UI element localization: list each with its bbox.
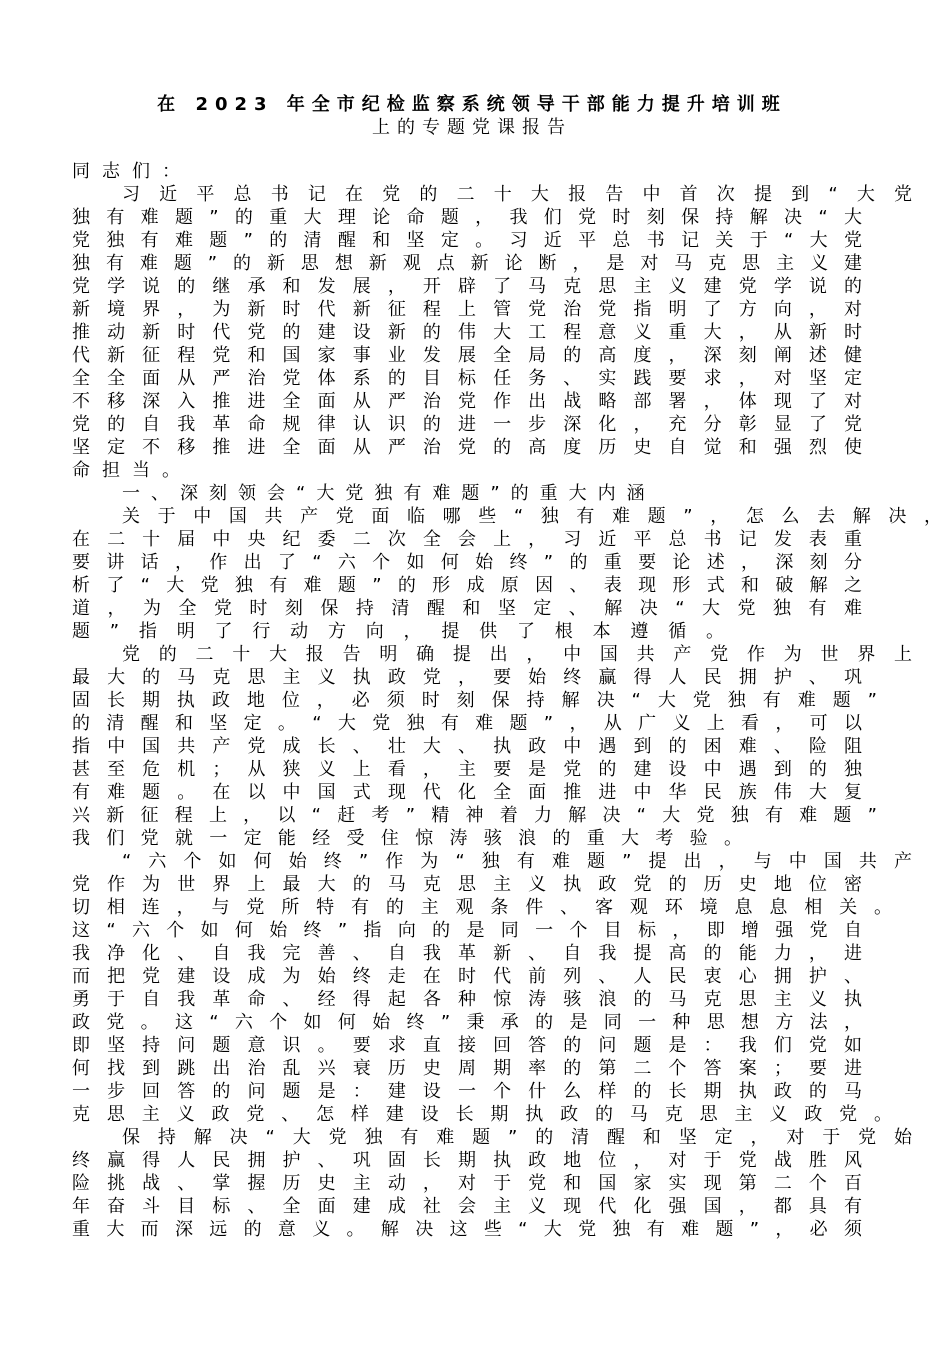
paragraph-line: 党学说的继承和发展，开辟了马克思主义建党学说的: [72, 276, 862, 297]
paragraph-line: 党作为世界上最大的马克思主义执政党的历史地位密: [72, 874, 862, 895]
paragraph-line: 在二十届中央纪委二次全会上，习近平总书记发表重: [72, 529, 862, 550]
paragraph-line: 党的自我革命规律认识的进一步深化，充分彰显了党: [72, 414, 862, 435]
paragraph-line: 党独有难题”的清醒和坚定。习近平总书记关于“大党: [72, 230, 862, 251]
document-title-line-2: 上的专题党课报告: [372, 117, 572, 138]
paragraph-line: 的清醒和坚定。“大党独有难题”，从广义上看，可以: [72, 713, 862, 734]
paragraph-line: “六个如何始终”作为“独有难题”提出，与中国共产: [122, 851, 912, 872]
paragraph-line: 而把党建设成为始终走在时代前列、人民衷心拥护、: [72, 966, 862, 987]
paragraph-line: 析了“大党独有难题”的形成原因、表现形式和破解之: [72, 575, 862, 596]
paragraph-line: 独有难题”的新思想新观点新论断，是对马克思主义建: [72, 253, 862, 274]
paragraph-line: 政党。这“六个如何始终”秉承的是同一种思想方法，: [72, 1012, 862, 1033]
paragraph-line: 甚至危机；从狭义上看，主要是党的建设中遇到的独: [72, 759, 862, 780]
paragraph-line: 这“六个如何始终”指向的是同一个目标，即增强党自: [72, 920, 862, 941]
document-body: [72, 160, 942, 1241]
paragraph-line: 年奋斗目标、全面建成社会主义现代化强国，都具有: [72, 1196, 862, 1217]
paragraph-line: 兴新征程上，以“赶考”精神着力解决“大党独有难题”: [72, 805, 877, 826]
paragraph-line: 克思主义政党、怎样建设长期执政的马克思主义政党。: [72, 1104, 892, 1125]
paragraph-line: 即坚持问题意识。要求直接回答的问题是：我们党如: [72, 1035, 862, 1056]
paragraph-line: 我们党就一定能经受住惊涛骇浪的重大考验。: [72, 828, 742, 849]
paragraph-line: 一步回答的问题是：建设一个什么样的长期执政的马: [72, 1081, 862, 1102]
paragraph-line: 切相连，与党所特有的主观条件、客观环境息息相关。: [72, 897, 892, 918]
paragraph-line: 指中国共产党成长、壮大、执政中遇到的困难、险阻: [72, 736, 862, 757]
paragraph-line: 保持解决“大党独有难题”的清醒和坚定，对于党始: [122, 1127, 912, 1148]
paragraph-line: 终赢得人民拥护、巩固长期执政地位，对于党战胜风: [72, 1150, 862, 1171]
paragraph-line: 习近平总书记在党的二十大报告中首次提到“大党: [122, 184, 912, 205]
paragraph-line: 何找到跳出治乱兴衰历史周期率的第二个答案；要进: [72, 1058, 862, 1079]
section-heading: 一、深刻领会“大党独有难题”的重大内涵: [122, 483, 656, 504]
paragraph-line: 最大的马克思主义执政党，要始终赢得人民拥护、巩: [72, 667, 862, 688]
paragraph-line: 我净化、自我完善、自我革新、自我提高的能力，进: [72, 943, 862, 964]
paragraph-line: 道，为全党时刻保持清醒和坚定、解决“大党独有难: [72, 598, 862, 619]
document-title-line-1: 在 2023 年全市纪检监察系统领导干部能力提升培训班: [157, 94, 787, 115]
paragraph-line: 不移深入推进全面从严治党作出战略部署，体现了对: [72, 391, 862, 412]
paragraph-line: 独有难题”的重大理论命题，我们党时刻保持解决“大: [72, 207, 862, 228]
paragraph-line: 固长期执政地位，必须时刻保持解决“大党独有难题”: [72, 690, 877, 711]
paragraph-line: 坚定不移推进全面从严治党的高度历史自觉和强烈使: [72, 437, 862, 458]
paragraph-line: 要讲话，作出了“六个如何始终”的重要论述，深刻分: [72, 552, 862, 573]
paragraph-line: 命担当。: [72, 460, 192, 481]
paragraph-line: 题”指明了行动方向，提供了根本遵循。: [72, 621, 724, 642]
paragraph-line: 党的二十大报告明确提出，中国共产党作为世界上: [122, 644, 912, 665]
paragraph-line: 代新征程党和国家事业发展全局的高度，深刻阐述健: [72, 345, 862, 366]
greeting: 同志们：: [72, 161, 192, 182]
paragraph-line: 险挑战、掌握历史主动，对于党和国家实现第二个百: [72, 1173, 862, 1194]
paragraph-line: 新境界，为新时代新征程上管党治党指明了方向，对: [72, 299, 862, 320]
paragraph-line: 勇于自我革命、经得起各种惊涛骇浪的马克思主义执: [72, 989, 862, 1010]
paragraph-line: 推动新时代党的建设新的伟大工程意义重大，从新时: [72, 322, 862, 343]
paragraph-line: 重大而深远的意义。解决这些“大党独有难题”，必须: [72, 1219, 862, 1240]
paragraph-line: 关于中国共产党面临哪些“独有难题”，怎么去解决，: [122, 506, 942, 527]
paragraph-line: 全全面从严治党体系的目标任务、实践要求，对坚定: [72, 368, 862, 389]
paragraph-line: 有难题。在以中国式现代化全面推进中华民族伟大复: [72, 782, 862, 803]
